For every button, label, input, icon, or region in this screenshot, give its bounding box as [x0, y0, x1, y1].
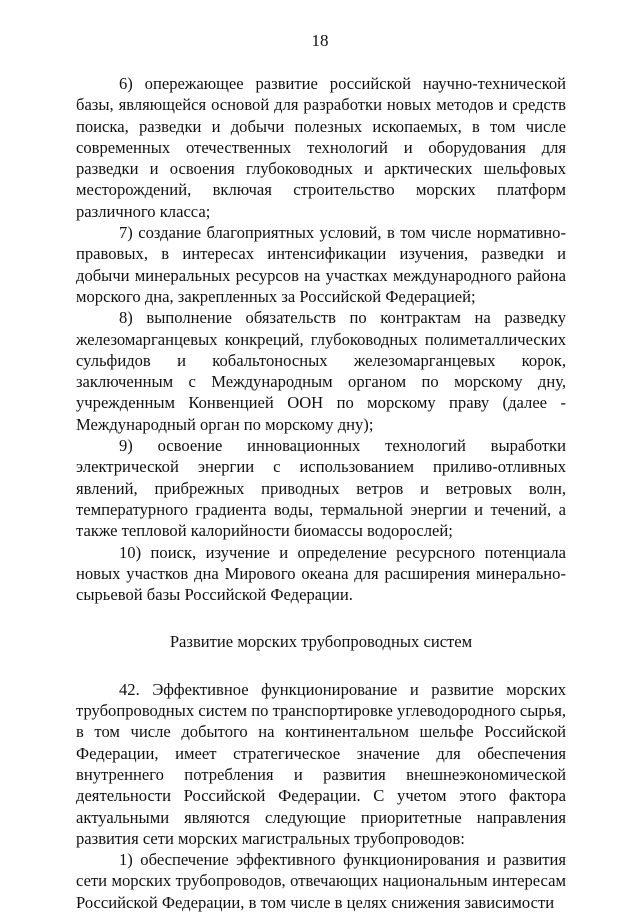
list-item-8: 8) выполнение обязательств по контрактам на разведку железомарганцевых конкреций, глубоководных полиметаллических сульфидов и кобальтоносных железомарганцевых корок, заключенным с Международным органом по морскому дну, учрежденным Конвенцией ООН по морскому праву (далее - Международный орган по морскому дну); — [76, 308, 566, 434]
list-item-7: 7) создание благоприятных условий, в том числе нормативно-правовых, в интересах интенсификации изучения, разведки и добычи минеральных ресурсов на участках международного района морского дна, закрепленных за Российской Федерацией; — [76, 223, 566, 306]
page-number: 18 — [311, 31, 329, 50]
list-item-9: 9) освоение инновационных технологий выработки электрической энергии с использованием приливо-отливных явлений, прибрежных приводных ветров и ветровых волн, температурного градиента воды, термальной энергии и течений, а также тепловой калорийности биомассы водорослей; — [76, 436, 566, 541]
list-item-10: 10) поиск, изучение и определение ресурсного потенциала новых участков дна Мирового океана для расширения минерально-сырьевой базы Российской Федерации. — [76, 542, 566, 605]
document-body — [76, 73, 566, 913]
paragraph-42: 42. Эффективное функционирование и развитие морских трубопроводных систем по транспортировке углеводородного сырья, в том числе добытого на континентальном шельфе Российской Федерации, имеет стратегическое значение для обеспечения внутреннего потребления и развития внешнеэкономической деятельности Российской Федерации. С учетом этого фактора актуальными являются следующие приоритетные направления развития сети морских магистральных трубопроводов: — [76, 679, 566, 848]
section-heading: Развитие морских трубопроводных систем — [169, 632, 473, 652]
list-item-1: 1) обеспечение эффективного функционирования и развития сети морских трубопроводов, отвечающих национальным интересам Российской Федерации, в том числе в целях снижения зависимости — [76, 850, 566, 912]
list-item-6: 6) опережающее развитие российской научно-технической базы, являющейся основой для разработки новых методов и средств поиска, разведки и добычи полезных ископаемых, в том числе современных отечественных технологий и оборудования для разведки и освоения глубоководных и арктических шельфовых месторождений, включая строительство морских платформ различного класса; — [76, 74, 566, 221]
